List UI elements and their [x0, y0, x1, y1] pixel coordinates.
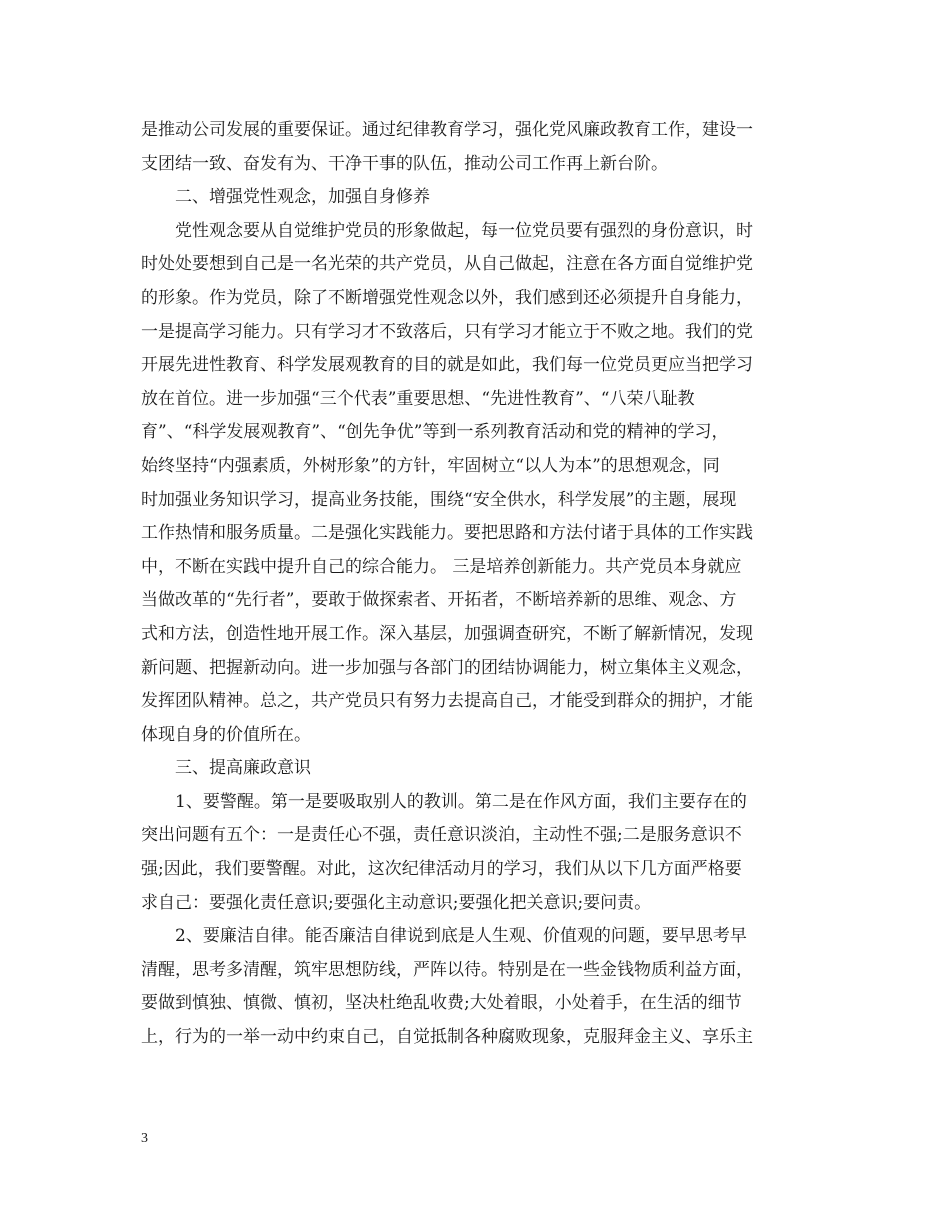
- text-line: 清醒，思考多清醒，筑牢思想防线，严阵以待。特别是在一些金钱物质利益方面，: [141, 959, 753, 980]
- text-line: 始终坚持“内强素质，外树形象”的方针，牢固树立“以人为本”的思想观念，同: [141, 455, 720, 476]
- text-line: 育”、“科学发展观教育”、“创先争优”等到一系列教育活动和党的精神的学习，: [141, 422, 729, 443]
- text-line: 的形象。作为党员，除了不断增强党性观念以外，我们感到还必须提升自身能力，: [141, 287, 753, 308]
- text-line: 体现自身的价值所在。: [141, 724, 311, 745]
- text-line: 突出问题有五个：一是责任心不强，责任意识淡泊，主动性不强;二是服务意识不: [141, 825, 742, 846]
- text-line: 支团结一致、奋发有为、干净干事的队伍，推动公司工作再上新台阶。: [141, 153, 668, 174]
- text-line: 工作热情和服务质量。二是强化实践能力。要把思路和方法付诸于具体的工作实践: [141, 523, 753, 544]
- text-line: 上，行为的一举一动中约束自己，自觉抵制各种腐败现象，克服拜金主义、享乐主: [141, 1027, 753, 1048]
- page-number: 3: [141, 1131, 148, 1146]
- text-line: 强;因此，我们要警醒。对此，这次纪律活动月的学习，我们从以下几方面严格要: [141, 859, 742, 880]
- section-heading: 二、增强党性观念，加强自身修养: [175, 187, 430, 208]
- text-line: 当做改革的“先行者”，要敢于做探索者、开拓者，不断培养新的思维、观念、方: [141, 590, 737, 611]
- text-line: 时加强业务知识学习，提高业务技能，围绕“安全供水，科学发展”的主题，展现: [141, 489, 737, 510]
- text-line: 党性观念要从自觉维护党员的形象做起，每一位党员要有强烈的身份意识，时: [175, 220, 753, 241]
- document-body: [141, 114, 821, 1055]
- text-line: 是推动公司发展的重要保证。通过纪律教育学习，强化党风廉政教育工作，建设一: [141, 120, 753, 140]
- text-line: 式和方法，创造性地开展工作。深入基层，加强调查研究，不断了解新情况，发现: [141, 623, 753, 644]
- text-line: 2、要廉洁自律。能否廉洁自律说到底是人生观、价值观的问题，要早思考早: [175, 926, 747, 947]
- text-line: 一是提高学习能力。只有学习才不致落后，只有学习才能立于不败之地。我们的党: [141, 321, 753, 342]
- text-line: 1、要警醒。第一是要吸取别人的教训。第二是在作风方面，我们主要存在的: [175, 791, 747, 812]
- text-line: 开展先进性教育、科学发展观教育的目的就是如此，我们每一位党员更应当把学习: [141, 355, 753, 376]
- text-line: 中，不断在实践中提升自己的综合能力。 三是培养创新能力。共产党员本身就应: [141, 556, 742, 577]
- text-line: 求自己：要强化责任意识;要强化主动意识;要强化把关意识;要问责。: [141, 892, 652, 913]
- text-line: 要做到慎独、慎微、慎初，坚决杜绝乱收费;大处着眼，小处着手，在生活的细节: [141, 993, 742, 1014]
- section-heading: 三、提高廉政意识: [175, 758, 311, 779]
- text-line: 时处处要想到自己是一名光荣的共产党员，从自己做起，注意在各方面自觉维护党: [141, 254, 753, 275]
- text-line: 发挥团队精神。总之，共产党员只有努力去提高自己，才能受到群众的拥护，才能: [141, 691, 753, 712]
- text-line: 新问题、把握新动向。进一步加强与各部门的团结协调能力，树立集体主义观念，: [141, 657, 753, 678]
- text-line: 放在首位。进一步加强“三个代表”重要思想、“先进性教育”、“八荣八耻教: [141, 388, 695, 409]
